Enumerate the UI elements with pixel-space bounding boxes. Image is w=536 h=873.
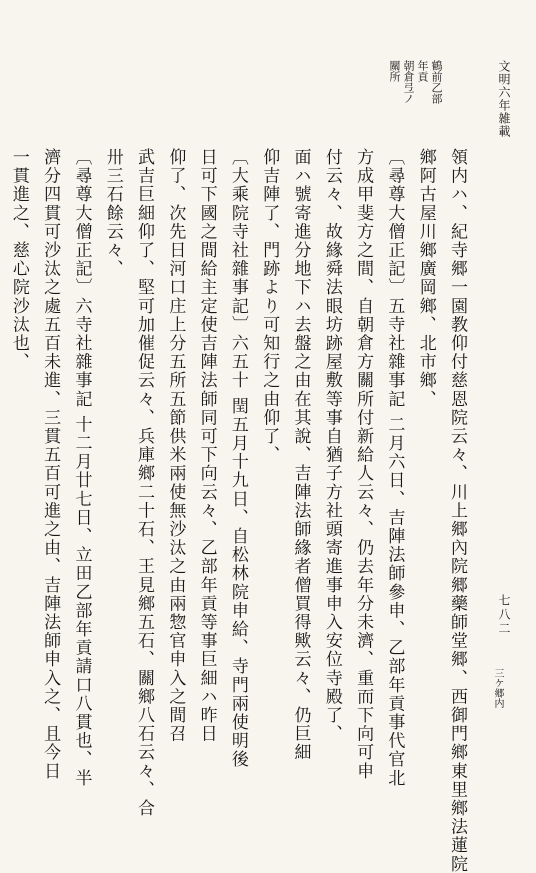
- document-body: [8, 148, 472, 873]
- margin-note: 鶴前乙部: [430, 60, 443, 104]
- text-column: 付云々、故緣舜法眼坊跡屋敷等事自猶子方社頭寄進事申入安位寺殿了、: [321, 148, 342, 744]
- margin-note: 年貢: [416, 60, 429, 82]
- running-header: 文明六年雑載: [497, 60, 511, 138]
- text-column: 仰吉陣了、門跡より可知行之由仰了、: [259, 148, 280, 465]
- text-column: 武吉巨細仰了、堅可加催促云々、兵庫鄉二十石、王見鄉五石、關鄉八石云々、合: [134, 148, 155, 818]
- text-column: 日可下國之間給主定使吉陣法師同可下向云々、乙部年貢等事巨細ハ昨日: [196, 148, 217, 744]
- text-column: 鄉阿古屋川鄉廣岡鄉、北市鄉、: [415, 148, 436, 409]
- margin-note: 朝倉弖ノ: [402, 60, 415, 104]
- text-column: 卅三石餘云々、: [102, 148, 123, 279]
- margin-note-right: 三ケ郷内: [492, 668, 503, 708]
- text-column: 濟分四貫可沙汰之處五百未進、三貫五百可進之由、吉陣法師申入之、且今日: [40, 148, 61, 781]
- text-column: 方成甲斐方之間、自朝倉方關所付新給人云々、仍去年分未濟、重而下向可申: [353, 148, 374, 781]
- page-number: 七八二: [497, 594, 511, 636]
- text-column: 〔尋尊大僧正記〕五寺社雜事記 二月六日、吉陣法師參申、乙部年貢事代官北: [384, 148, 405, 788]
- text-column: 〔尋尊大僧正記〕六寺社雜事記 十二月廿七日、立田乙部年貢請口八貫也、半: [71, 148, 92, 788]
- margin-notes: [388, 60, 443, 132]
- text-column: 領内ハ、紀寺郷一園教仰付慈恩院云々、川上郷內院郷藥師堂郷、西御門鄉東里鄉法蓮院: [447, 148, 467, 873]
- text-column: 〔大乘院寺社雜事記〕六五十 閏五月十九日、自松林院申給、寺門兩使明後: [227, 148, 248, 769]
- text-column: 仰了、次先日河口庄上分五所五節供米兩使無沙汰之由兩惣官申入之間召: [165, 148, 186, 744]
- text-column: 面ハ號寄進分地下ハ去盤之由在其說、吉陣法師緣者僧買得歟云々、仍巨細: [290, 148, 311, 762]
- margin-note: 關所: [388, 60, 401, 82]
- text-column: 一貫進之、慈心院沙汰也、: [8, 148, 29, 372]
